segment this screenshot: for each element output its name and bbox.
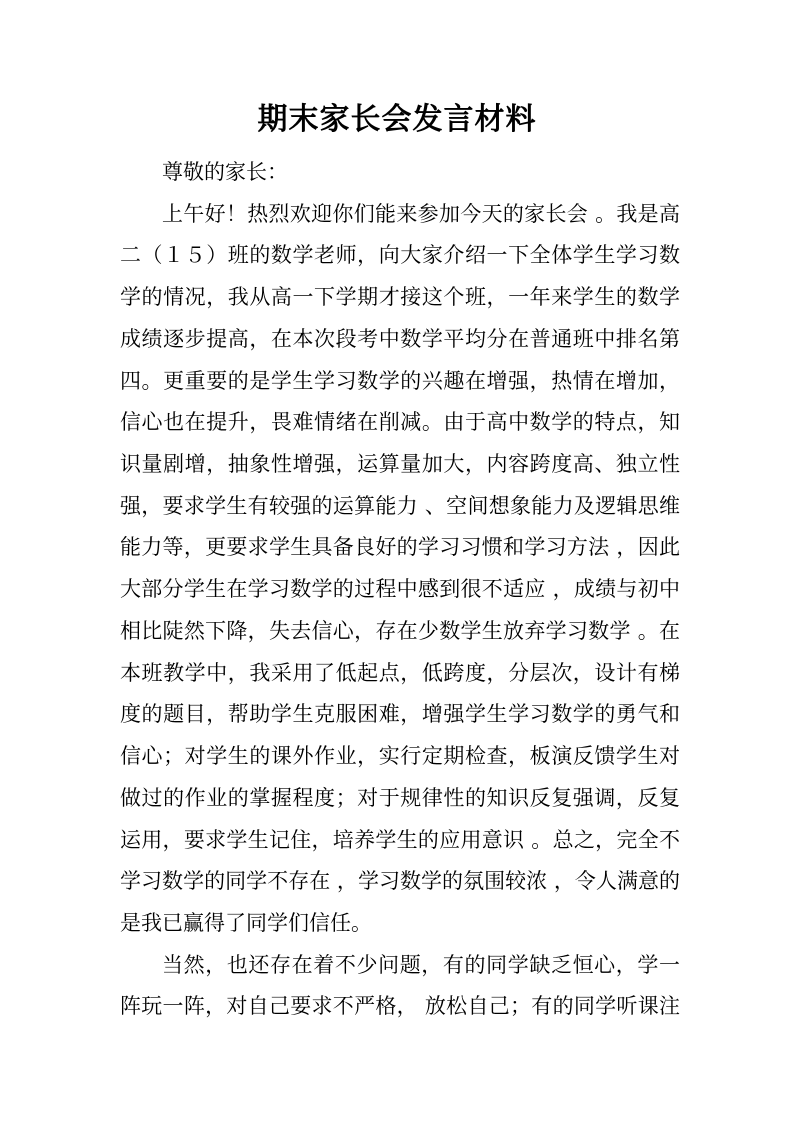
body-text-line: 度的题目，帮助学生克服困难，增强学生学习数学的勇气和 <box>120 702 680 726</box>
body-text-line: 识量剧增，抽象性增强，运算量加大，内容跨度高、独立性 <box>120 452 680 476</box>
body-text-line: 当然，也还存在着不少问题，有的同学缺乏恒心，学一 <box>162 953 680 977</box>
body-text-line: 做过的作业的掌握程度；对于规律性的知识反复强调，反复 <box>120 786 680 810</box>
body-text-line: 能力等，更要求学生具备良好的学习习惯和学习方法 ，因此 <box>120 535 680 559</box>
body-text-line: 学的情况，我从高一下学期才接这个班，一年来学生的数学 <box>120 285 680 309</box>
body-text-line: 二（１５）班的数学老师，向大家介绍一下全体学生学习数 <box>120 243 680 267</box>
body-text-line: 四。更重要的是学生学习数学的兴趣在增强，热情在增加， <box>120 369 680 393</box>
body-text-line: 学习数学的同学不存在 ，学习数学的氛围较浓 ，令人满意的 <box>120 869 680 893</box>
body-text-line: 强，要求学生有较强的运算能力 、空间想象能力及逻辑思维 <box>120 494 680 518</box>
body-text-line: 相比陡然下降，失去信心，存在少数学生放弃学习数学 。在 <box>120 619 680 643</box>
body-text-line: 运用，要求学生记住，培养学生的应用意识 。总之，完全不 <box>120 828 680 852</box>
body-text-line: 阵玩一阵，对自己要求不严格， 放松自己；有的同学听课注 <box>120 994 680 1018</box>
body-text-line: 本班教学中，我采用了低起点，低跨度，分层次，设计有梯 <box>120 661 680 685</box>
body-text-line: 是我已赢得了同学们信任。 <box>120 911 372 935</box>
body-text-line: 信心也在提升，畏难情绪在削减。由于高中数学的特点，知 <box>120 410 680 434</box>
body-text-line: 上午好！热烈欢迎你们能来参加今天的家长会 。我是高 <box>162 202 680 226</box>
body-text-line: 大部分学生在学习数学的过程中感到很不适应 ，成绩与初中 <box>120 577 680 601</box>
document-title: 期末家长会发言材料 <box>257 102 537 137</box>
body-text-line: 信心；对学生的课外作业，实行定期检查，板演反馈学生对 <box>120 744 680 768</box>
body-text-line: 成绩逐步提高，在本次段考中数学平均分在普通班中排名第 <box>120 327 680 351</box>
salutation-line: 尊敬的家长： <box>162 160 288 184</box>
